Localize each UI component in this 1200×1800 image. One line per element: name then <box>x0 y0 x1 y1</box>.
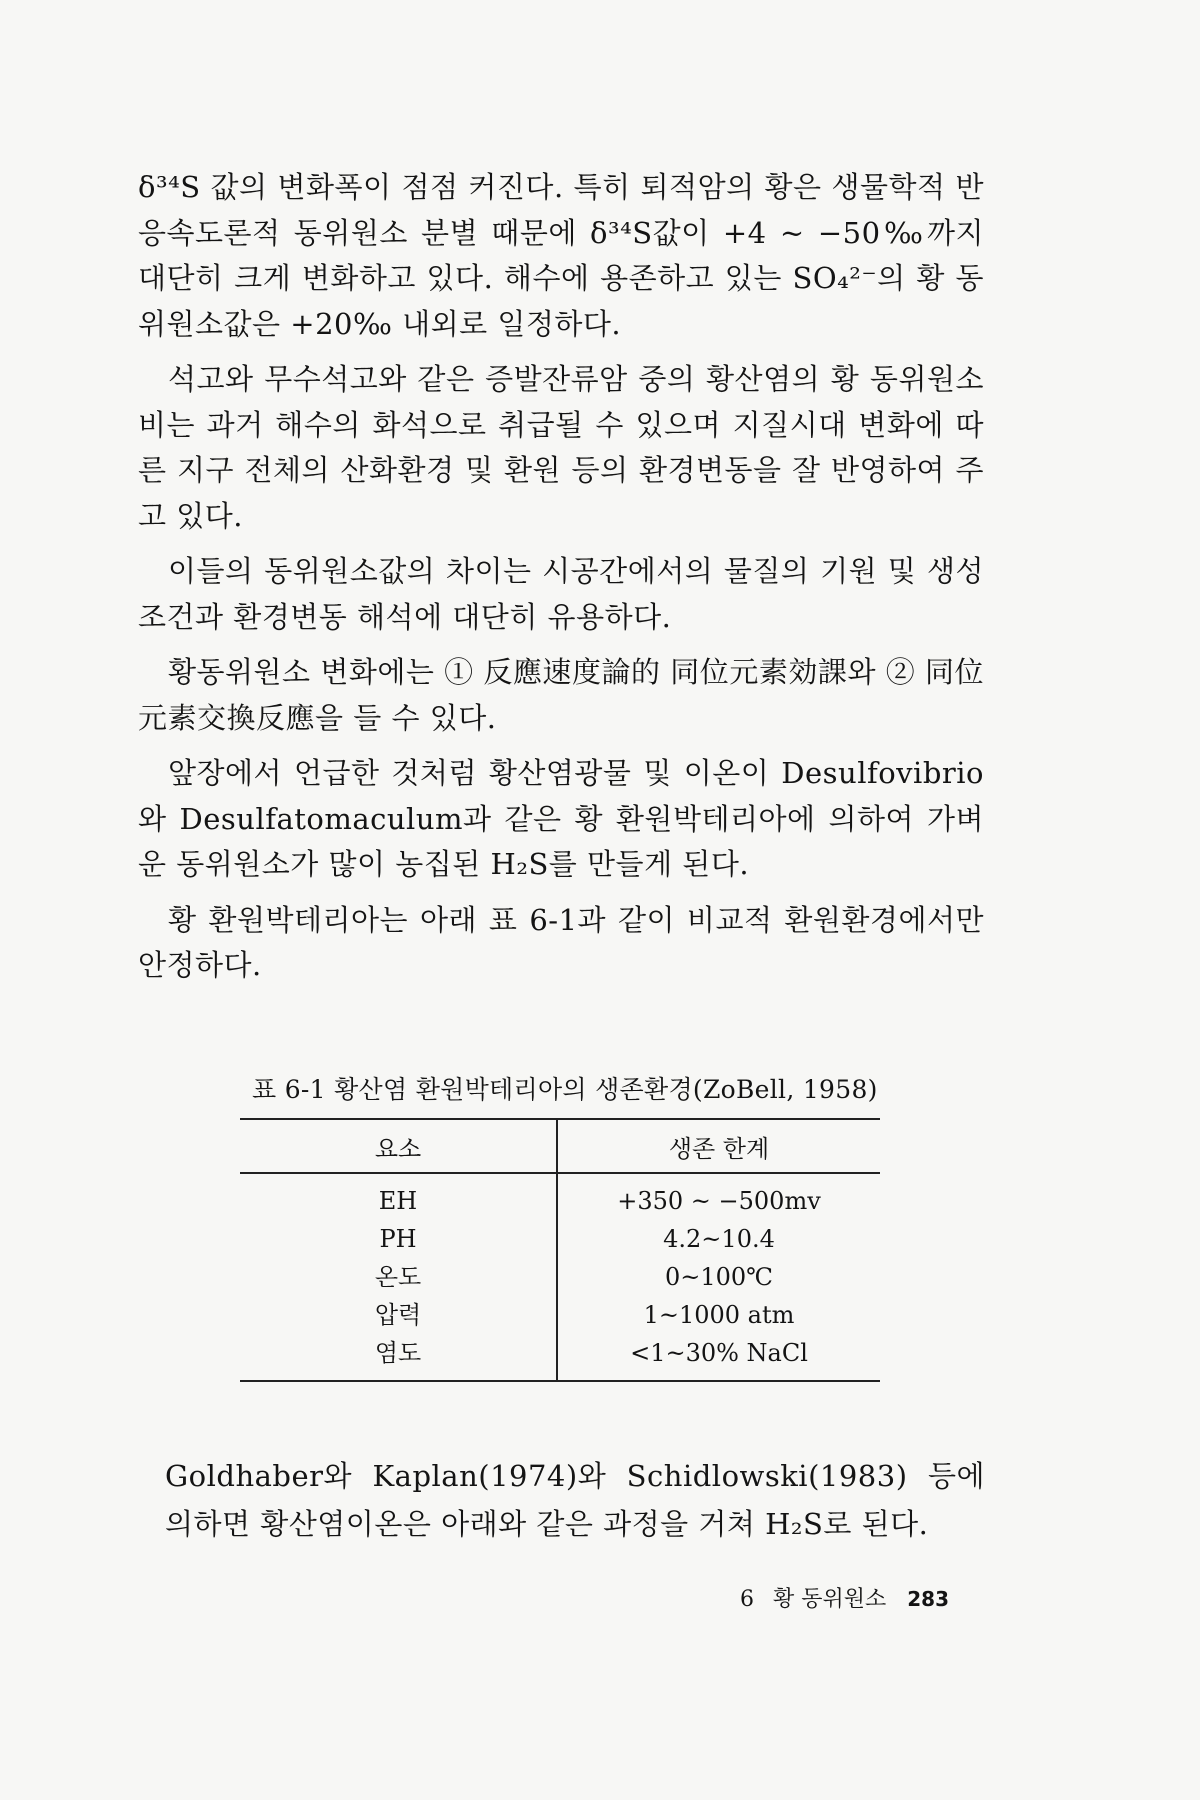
paragraph-2: 석고와 무수석고와 같은 증발잔류암 중의 황산염의 황 동위원소비는 과거 해수의 화석으로 취급될 수 있으며 지질시대 변화에 따른 지구 전체의 산화환경 및 환원 등의 환경변동을 잘 반영하여 주고 있다. <box>138 362 984 533</box>
limit-cell: 0~100℃ <box>664 1263 774 1291</box>
limit-cell: 4.2~10.4 <box>663 1225 775 1253</box>
table-row <box>240 1173 880 1220</box>
column-header-factor: 요소 <box>240 1119 557 1173</box>
survival-conditions-table <box>240 1118 880 1382</box>
factor-cell: 온도 <box>240 1258 557 1296</box>
paragraph-4: 황동위원소 변화에는 ① 反應速度論的 同位元素効課와 ② 同位元素交換反應을 들 수 있다. <box>138 655 984 735</box>
table-row <box>240 1258 880 1296</box>
table-row <box>240 1296 880 1334</box>
factor-cell: EH <box>240 1173 557 1220</box>
paragraph-3: 이들의 동위원소값의 차이는 시공간에서의 물질의 기원 및 생성조건과 환경변동 해석에 대단히 유용하다. <box>138 554 984 634</box>
factor-cell: PH <box>240 1220 557 1258</box>
page-number: 283 <box>907 1587 950 1611</box>
closing-text <box>165 1452 985 1548</box>
page-footer <box>740 1582 949 1613</box>
factor-cell: 압력 <box>240 1296 557 1334</box>
table-caption: 표 6-1 황산염 환원박테리아의 생존환경(ZoBell, 1958) <box>252 1075 878 1104</box>
chapter-title: 황 동위원소 <box>773 1587 887 1612</box>
limit-cell: +350 ~ −500mv <box>617 1187 821 1215</box>
paragraph-1: δ³⁴S 값의 변화폭이 점점 커진다. 특히 퇴적암의 황은 생물학적 반응속도론적 동위원소 분별 때문에 δ³⁴S값이 +4 ~ −50‰까지 대단히 크게 변화하고 있다. 해수에 용존하고 있는 SO₄²⁻의 황 동위원소값은 +20‰ 내외로 일정하다. <box>138 170 984 341</box>
chapter-number: 6 <box>740 1587 754 1612</box>
column-header-limit: 생존 한계 <box>557 1119 880 1173</box>
table-row <box>240 1220 880 1258</box>
table-row <box>240 1334 880 1381</box>
paragraph-6: 황 환원박테리아는 아래 표 6-1과 같이 비교적 환원환경에서만 안정하다. <box>138 902 984 982</box>
paragraph-5: 앞장에서 언급한 것처럼 황산염광물 및 이온이 Desulfovibrio와 Desulfatomaculum과 같은 황 환원박테리아에 의하여 가벼운 동위원소가 많이 농집된 H₂S를 만들게 된다. <box>138 756 984 881</box>
table-section <box>240 1072 880 1382</box>
table-header-row <box>240 1119 880 1173</box>
body-text <box>138 165 984 999</box>
closing-paragraph: Goldhaber와 Kaplan(1974)와 Schidlowski(1983) 등에 의하면 황산염이온은 아래와 같은 과정을 거쳐 H₂S로 된다. <box>165 1459 985 1541</box>
limit-cell: <1~30% NaCl <box>630 1339 808 1367</box>
factor-cell: 염도 <box>240 1334 557 1381</box>
limit-cell: 1~1000 atm <box>643 1301 795 1329</box>
